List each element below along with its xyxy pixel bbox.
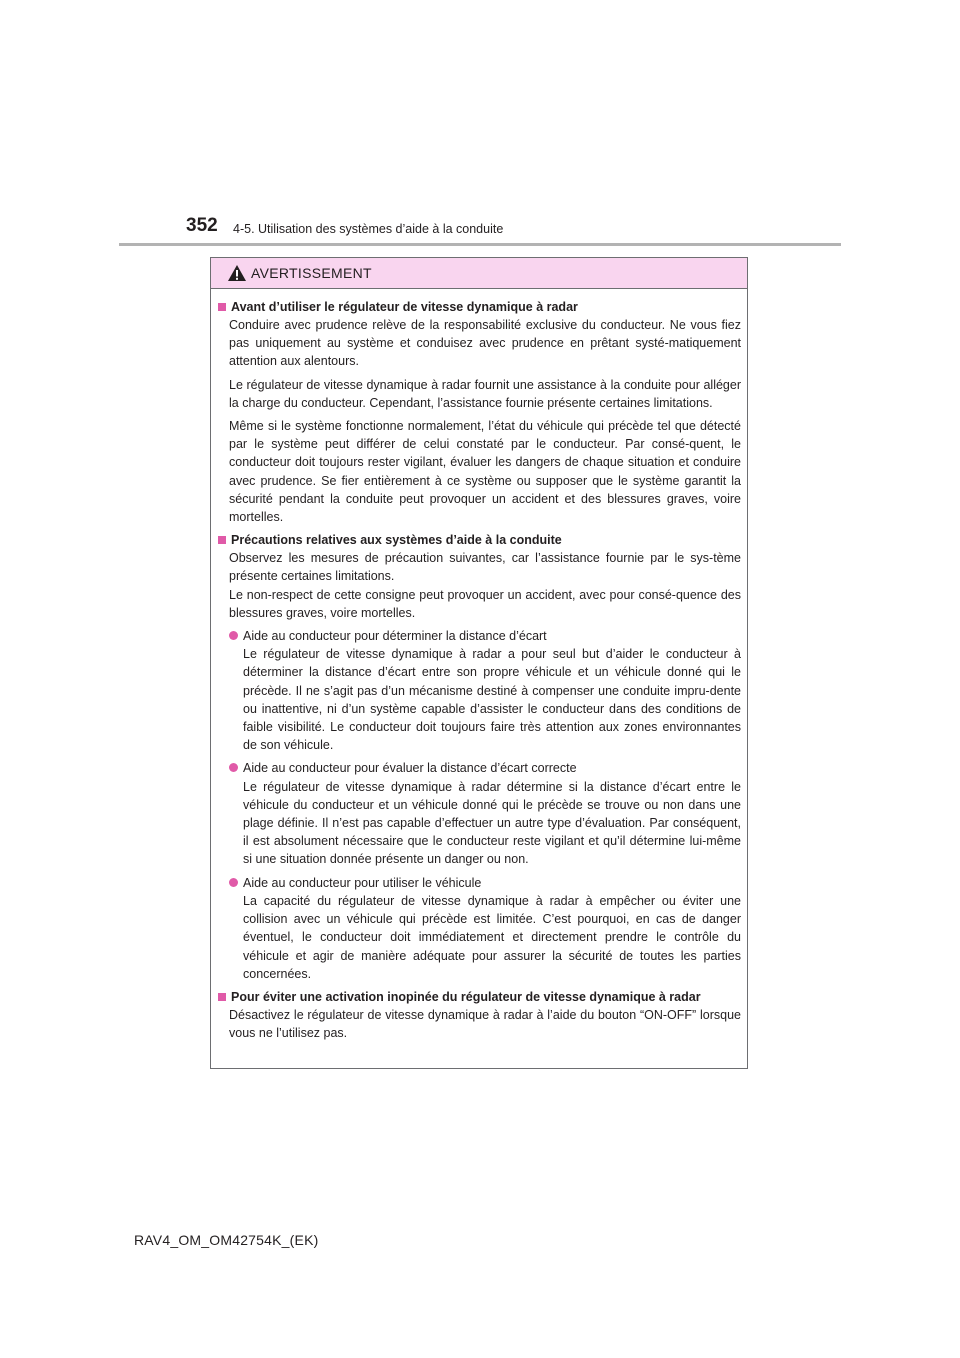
warning-triangle-icon bbox=[227, 264, 247, 282]
sub-list bbox=[217, 627, 741, 983]
paragraph: Même si le système fonctionne normalement, l’état du véhicule qui précède tel que détecté par le système peut différer de celui constaté par le conducteur. Par consé-quent, le conducteur doit toujours rester vigilant, évaluer les dangers de chaque situation et conduire avec prudence. Se fier entièrement à ce système ou supposer que le système garantit la sécurité pendant la conduite peut provoquer un accident et des blessures graves, voire mortelles. bbox=[229, 419, 741, 525]
sub-item bbox=[229, 874, 741, 983]
sub-item-title: Aide au conducteur pour évaluer la distance d’écart correcte bbox=[243, 761, 577, 776]
sub-item-text: Le régulateur de vitesse dynamique à radar a pour seul but d’aider le conducteur à déterminer la distance d’écart entre son propre véhicule et un véhicule donné qui le précède. Il ne s’agit pas d’un mécanisme destiné à compenser une conduite impru-dente ou inattentive, ni d’un système capable d’assister le conducteur dans des conditions de faible visibilité. Le conducteur doit toujours faire très attention aux zones environnantes de son véhicule. bbox=[243, 647, 741, 753]
paragraph: Observez les mesures de précaution suivantes, car l’assistance fournie par le sys-tème présente certaines limitations. bbox=[229, 551, 741, 584]
warning-item bbox=[217, 988, 741, 1042]
sub-item-content bbox=[243, 874, 741, 983]
sub-item-content bbox=[243, 759, 741, 868]
sub-item-text: La capacité du régulateur de vitesse dynamique à radar à empêcher ou éviter une collision avec un véhicule qui précède est limitée. C’est pourquoi, en cas de danger éventuel, le conducteur doit immédiatement et directement prendre le contrôle du véhicule et agir de manière adéquate pour assurer la sécurité de toutes les parties concernées. bbox=[243, 893, 741, 981]
paragraph: Conduire avec prudence relève de la responsabilité exclusive du conducteur. Ne vous fiez pas uniquement au système et conduisez avec prudence en prêtant systé-matiquement attention aux alentours. bbox=[229, 318, 741, 369]
paragraph: Le non-respect de cette consigne peut provoquer un accident, avec pour consé-quence des blessures graves, voire mortelles. bbox=[229, 587, 741, 620]
document-code: RAV4_OM_OM42754K_(EK) bbox=[134, 1232, 319, 1248]
warning-title: AVERTISSEMENT bbox=[251, 265, 372, 281]
square-bullet-icon bbox=[218, 303, 226, 311]
sub-item-text: Le régulateur de vitesse dynamique à radar détermine si la distance d’écart entre le véhicule du conducteur et un véhicule donné qui le précède se trouve ou non dans une plage définie. Il n’est pas capable d’effectuer un autre type d’évaluation. Par conséquent, il est absolument nécessaire que le conducteur reste vigilant et qu’il détermine lui-même si une situation donnée présente un danger ou non. bbox=[243, 779, 741, 867]
item-heading bbox=[217, 988, 741, 1006]
sub-item bbox=[229, 627, 741, 754]
round-bullet-icon bbox=[229, 878, 238, 887]
square-bullet-icon bbox=[218, 536, 226, 544]
sub-item bbox=[229, 759, 741, 868]
round-bullet-icon bbox=[229, 631, 238, 640]
warning-body bbox=[211, 289, 747, 1042]
item-heading-text: Pour éviter une activation inopinée du régulateur de vitesse dynamique à radar bbox=[231, 989, 701, 1004]
round-bullet-icon bbox=[229, 763, 238, 772]
warning-item bbox=[217, 531, 741, 983]
sub-item-title: Aide au conducteur pour utiliser le véhicule bbox=[243, 875, 482, 890]
sub-item-content bbox=[243, 627, 741, 754]
warning-item bbox=[217, 298, 741, 526]
header-rule bbox=[119, 243, 841, 246]
paragraph: Le régulateur de vitesse dynamique à radar fournit une assistance à la conduite pour alléger la charge du conducteur. Cependant, l’assistance fournie présente certaines limitations. bbox=[229, 377, 741, 410]
item-heading-text: Précautions relatives aux systèmes d’aide à la conduite bbox=[231, 533, 562, 548]
page-number: 352 bbox=[186, 215, 218, 236]
paragraph: Désactivez le régulateur de vitesse dynamique à radar à l’aide du bouton “ON-OFF” lorsque vous ne l’utilisez pas. bbox=[229, 1007, 741, 1041]
item-heading-text: Avant d’utiliser le régulateur de vitesse dynamique à radar bbox=[231, 300, 578, 314]
section-title: 4-5. Utilisation des systèmes d’aide à la conduite bbox=[233, 222, 504, 236]
square-bullet-icon bbox=[218, 993, 226, 1001]
item-heading bbox=[217, 298, 741, 316]
warning-header bbox=[211, 258, 747, 289]
item-heading bbox=[217, 531, 741, 549]
warning-box bbox=[210, 257, 748, 1069]
sub-item-title: Aide au conducteur pour déterminer la distance d’écart bbox=[243, 629, 547, 644]
